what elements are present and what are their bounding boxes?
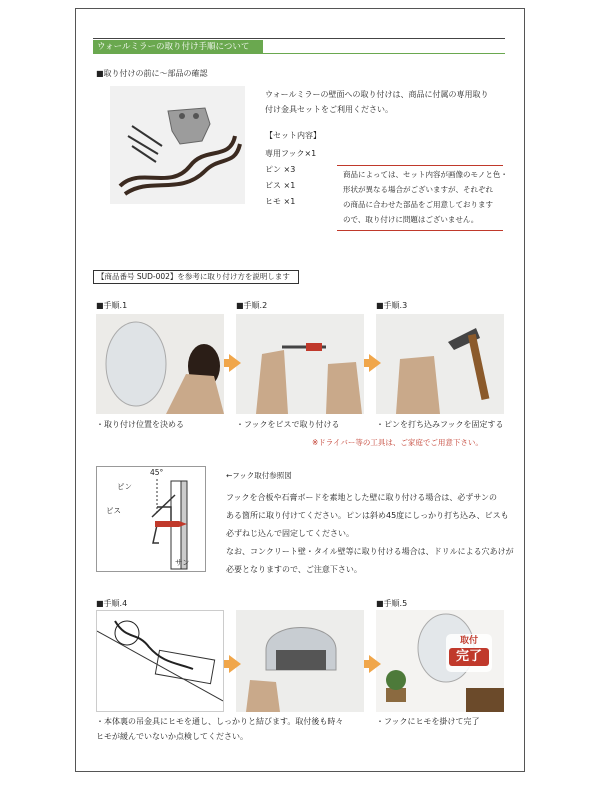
set-heading: 【セット内容】 [265, 131, 321, 140]
step-5-label: ■手順.5 [376, 599, 408, 608]
parts-desc-2: 付け金具セットをご利用ください。 [265, 105, 393, 114]
set-item: 専用フック×1 [265, 149, 317, 158]
hook-text-line: なお、コンクリート壁・タイル壁等に取り付ける場合は、ドリルによる穴あけが [226, 547, 514, 556]
hook-text-line: 必ずねじ込んで固定してください。 [226, 529, 354, 538]
step-5-caption: ・フックにヒモを掛けて完了 [376, 717, 480, 726]
step-1-label: ■手順.1 [96, 301, 128, 310]
note-top-rule [337, 165, 503, 166]
step-2-photo [236, 314, 364, 414]
note-line: 商品によっては、セット内容が画像のモノと色・ [343, 170, 508, 179]
arrow-right-icon [369, 655, 381, 673]
step-3-label: ■手順.3 [376, 301, 408, 310]
top-rule [93, 38, 505, 39]
set-item: ビス ×1 [265, 181, 296, 190]
note-line: 形状が異なる場合がございますが、それぞれ [343, 185, 493, 194]
badge-line-2: 完了 [449, 648, 489, 666]
parts-heading: ■取り付けの前に～部品の確認 [96, 69, 208, 78]
title-rule [263, 53, 505, 54]
step-4-caption-1: ・本体裏の吊金具にヒモを通し、しっかりと結びます。取付後も時々 [96, 717, 344, 726]
screw-label: ビス [106, 506, 121, 515]
note-bottom-rule [337, 230, 503, 231]
note-line: ので、取り付けに問題はございません。 [343, 215, 479, 224]
driver-note: ※ドライバー等の工具は、ご家庭でご用意下さい。 [312, 438, 483, 447]
note-line: の商品に合わせた部品をご用意しております [343, 200, 493, 209]
hook-text-line: フックを合板や石膏ボードを素地とした壁に取り付ける場合は、必ずサンの [226, 493, 498, 502]
parts-desc-1: ウォールミラーの壁面への取り付けは、商品に付属の専用取り [265, 90, 489, 99]
arrow-right-icon [369, 354, 381, 372]
step-4-label: ■手順.4 [96, 599, 128, 608]
step-1-photo [96, 314, 224, 414]
hook-text-line: 必要となりますので、ご注意下さい。 [226, 565, 362, 574]
angle-label: 45° [150, 468, 164, 477]
complete-badge [446, 634, 492, 672]
step-4-diagram [96, 610, 224, 712]
hook-text-line: ある箇所に取り付けてください。ピンは斜め45度にしっかり打ち込み、ビスも [226, 511, 509, 520]
step-3-photo [376, 314, 504, 414]
parts-photo [110, 86, 245, 204]
step-2-label: ■手順.2 [236, 301, 268, 310]
arrow-right-icon [229, 655, 241, 673]
step-1-caption: ・取り付け位置を決める [96, 420, 184, 429]
badge-line-1: 取付 [459, 636, 478, 646]
step-4-photo [236, 610, 364, 712]
section-title: ウォールミラーの取り付け手順について [93, 40, 263, 54]
set-item: ピン ×3 [265, 165, 296, 174]
hook-ref-label: ←フック取付参照図 [226, 471, 292, 480]
product-ref-box: 【商品番号 SUD-002】を参考に取り付け方を説明します [93, 270, 299, 284]
step-3-caption: ・ピンを打ち込みフックを固定する [376, 420, 504, 429]
arrow-right-icon [229, 354, 241, 372]
step-2-caption: ・フックをビスで取り付ける [236, 420, 340, 429]
pin-label: ピン [117, 482, 132, 491]
set-item: ヒモ ×1 [265, 197, 296, 206]
rail-label: サン [175, 558, 190, 567]
step-4-caption-2: ヒモが緩んでいないか点検してください。 [96, 732, 248, 741]
